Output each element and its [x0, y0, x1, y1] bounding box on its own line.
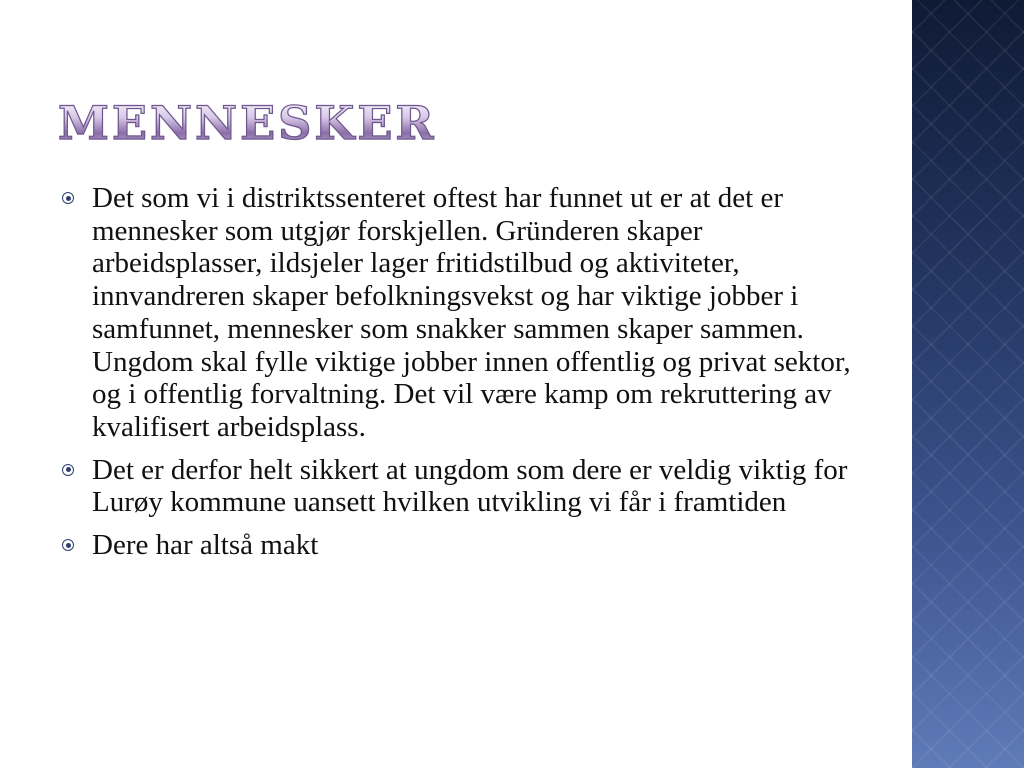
slide-title: MENNESKER	[58, 96, 437, 150]
circled-dot-bullet-icon	[62, 539, 74, 551]
bullet-text: Det som vi i distriktssenteret oftest har funnet ut er at det er mennesker som utgjør forskjellen. Gründeren skaper arbeidsplasser, ildsjeler lager fritidstilbud og aktiviteter, innvandreren skaper befolkningsvekst og har viktige jobber i samfunnet, mennesker som snakker sammen skaper sammen. Ungdom skal fylle viktige jobber innen offentlig og privat sektor, og i offentlig forvaltning. Det vil være kamp om rekruttering av kvalifisert arbeidsplass.	[92, 182, 851, 443]
bullet-text: Det er derfor helt sikkert at ungdom som dere er veldig viktig for Lurøy kommune uansett hvilken utvikling vi får i framtiden	[92, 453, 848, 519]
bullet-item	[62, 454, 862, 519]
circled-dot-bullet-icon	[62, 464, 74, 476]
bullet-item	[62, 529, 862, 562]
decorative-side-panel	[912, 0, 1024, 768]
circled-dot-bullet-icon	[62, 192, 74, 204]
bullet-text: Dere har altså makt	[92, 529, 319, 562]
bullet-item	[62, 182, 862, 444]
bullet-list	[62, 182, 862, 572]
